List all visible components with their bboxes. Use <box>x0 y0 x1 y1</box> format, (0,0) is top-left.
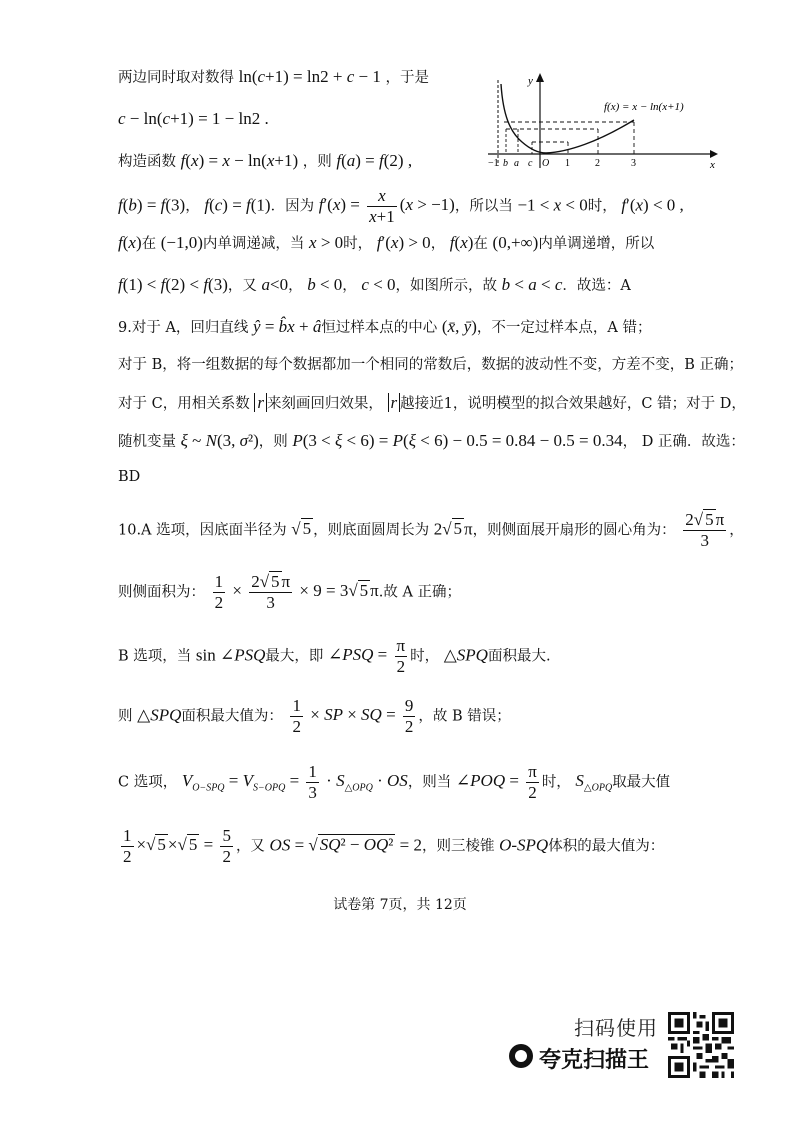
line-10 <box>118 430 745 453</box>
text-pyramid: ，则三棱锥 <box>421 838 495 855</box>
text-then: 则 <box>118 708 133 725</box>
text-decreasing: 内单调递减，当 <box>202 236 305 252</box>
curve-fx <box>501 84 634 153</box>
equation-volume: $V_{O-SPQ} = V_{S-OPQ}$ = $\frac{1}{3}$ · $S_{\triangle OPQ}$ · OS <box>181 762 408 802</box>
equation-fc-f1: f(c) = f(1) <box>204 195 271 215</box>
math-angle-frac: $\frac{2√ 5 \pi}{3}$ <box>685 510 725 550</box>
math-fx: f(x) <box>118 233 142 252</box>
inequality-fprime-pos: f′(x) > 0 <box>376 233 431 252</box>
math-fx: f(x) <box>449 233 474 252</box>
math-normal-dist: ξ ~ N(3, σ²) <box>180 431 259 450</box>
tick-o: O <box>542 158 550 169</box>
function-graph <box>488 70 718 170</box>
equation-regression: ŷ = b̂x + â <box>253 317 322 336</box>
equation-poq-right: ∠POQ = $\frac{\pi}{2}$ <box>455 762 537 802</box>
text-lateral-area: 则侧面积为： <box>118 584 205 601</box>
text-when: 时， <box>541 774 571 791</box>
line-14 <box>118 636 551 677</box>
text-increasing: 内单调递增，所以 <box>538 236 655 252</box>
text-b-wrong: ，故 B 错误； <box>418 708 511 725</box>
text-take-log: 两边同时取对数得 <box>118 70 234 86</box>
axis-y-label: y <box>528 75 533 87</box>
equation-max-area: $\frac{1}{2}$ × SP × SQ = $\frac{9}{2}$ <box>292 696 414 736</box>
text-option-c: C 选项， <box>118 774 178 791</box>
line-15 <box>118 696 511 737</box>
line-2 <box>118 108 269 131</box>
math-abs-r: r <box>254 393 267 412</box>
inequality-b-lt-0: b < 0 <box>307 275 343 294</box>
func-label: f(x) = x − ln(x+1) <box>604 101 684 113</box>
tick-1: 1 <box>565 158 570 169</box>
text-comma: ， <box>342 278 357 294</box>
text-q9-a: 9.对于 A，回归直线 <box>118 320 249 336</box>
tick-c: c <box>528 158 533 169</box>
text-circumference: ，则底面圆周长为 <box>313 522 430 539</box>
line-17 <box>118 826 664 867</box>
math-s-opq: $S_{\triangle OPQ}$ <box>575 771 613 794</box>
inequality-neg1-x-0: −1 < x < 0 <box>517 195 588 215</box>
inequality-f1-f2-f3: f(1) < f(2) < f(3) <box>118 275 228 294</box>
text-central-angle: ，则侧面展开扇形的圆心角为： <box>472 522 676 539</box>
tick-2: 2 <box>595 158 600 169</box>
equation-fx-def: f(x) = x − ln(x+1) <box>180 151 299 170</box>
text-comma: ， <box>430 236 446 252</box>
equation-probability: P(3 < ξ < 6) = P(ξ < 6) − 0.5 = 0.84 − 0.5 = 0.34 <box>292 431 623 450</box>
text-also: ，又 <box>235 838 265 855</box>
text-a-correct: .故 A 正确； <box>378 584 462 601</box>
line-16 <box>118 762 670 803</box>
text-comma: ， <box>288 278 303 294</box>
text-when: 时， <box>587 198 617 215</box>
line-11 <box>118 466 140 488</box>
equation-c-minus-ln: c − ln(c+1) = 1 − ln2 . <box>118 109 269 128</box>
inequality-b-a-c: b < a < c <box>501 275 563 294</box>
text-construct: 构造函数 <box>118 154 176 170</box>
equation-lateral-area: $\frac{1}{2}$ × $\frac{2√ 5 \pi}{3}$ × 9 = 3√ 5 π <box>214 572 379 612</box>
text-random-var: 随机变量 <box>118 434 176 450</box>
text-max-area-value: 面积最大值为： <box>181 708 283 725</box>
quark-logo <box>509 1040 659 1076</box>
tick-b: b <box>503 158 508 169</box>
text-measure: 来刻画回归效果， <box>266 396 383 412</box>
text-max-ie: 最大，即 <box>265 648 324 665</box>
text-take-max: 取最大值 <box>612 774 671 791</box>
tick-a: a <box>514 158 519 169</box>
math-triangle-spq: △SPQ <box>137 705 182 725</box>
inequality-a-lt-0: a<0 <box>261 275 289 294</box>
text-then: ，于是 <box>385 70 429 86</box>
line-8 <box>118 354 743 376</box>
math-sample-center: (x̄, ȳ) <box>441 317 477 336</box>
scan-to-use-text: 扫码使用 <box>574 1016 658 1040</box>
text-c-wrong: 越接近1，说明模型的拟合效果越好，C 错；对于 D， <box>400 396 746 412</box>
text-because: ．因为 <box>270 198 315 215</box>
equation-ln: ln(c+1) = ln2 + c − 1 <box>238 67 381 86</box>
inequality-c-lt-0: c < 0 <box>361 275 396 294</box>
brand-name: 夸克扫描王 <box>539 1048 650 1073</box>
tick-neg1: −1 <box>488 158 499 169</box>
interval-neg1-0: (−1,0) <box>160 233 203 252</box>
text-passes-center: 恒过样本点的中心 <box>321 320 438 336</box>
interval-0-inf: (0,+∞) <box>492 233 539 252</box>
text-in: 在 <box>141 236 157 252</box>
axis-x-label: x <box>710 159 715 170</box>
math-abs-r: r <box>388 393 401 412</box>
text-then: ，则 <box>302 154 332 170</box>
page-footer: 试卷第 7页，共 12页 <box>333 897 467 913</box>
math-triangle-spq: △SPQ <box>443 645 488 665</box>
equation-os: OS = √ SQ² − OQ² = 2 <box>269 835 422 855</box>
equation-fa-f2: f(a) = f(2) , <box>336 151 413 170</box>
tick-3: 3 <box>631 158 636 169</box>
line-13 <box>118 572 461 613</box>
equation-max-s: $\frac{1}{2}$ ×√ 5 ×√ 5 = $\frac{5}{2}$ <box>123 826 231 866</box>
math-sin-psq: sin ∠PSQ <box>195 645 266 665</box>
quark-logo-icon <box>509 1044 533 1068</box>
text-so-when: ，所以当 <box>454 198 513 215</box>
text-when: 时， <box>410 648 440 665</box>
text-d-correct: ， D 正确．故选： <box>622 434 745 450</box>
line-4 <box>118 186 684 227</box>
line-6 <box>118 274 631 297</box>
text-answer-bd: BD <box>118 469 141 485</box>
text-area-max: 面积最大. <box>487 648 551 665</box>
line-5 <box>118 232 654 255</box>
line-1 <box>118 66 429 89</box>
math-2sqrt5pi: 2√ 5 π <box>433 519 473 539</box>
text-option-b: B 选项，当 <box>118 648 192 665</box>
text-max-volume: 体积的最大值为： <box>548 838 665 855</box>
text-then-when: ，则当 <box>407 774 452 791</box>
qr-code-icon[interactable] <box>668 1012 734 1078</box>
text-in: 在 <box>473 236 488 252</box>
text-comma: ， <box>729 522 744 539</box>
math-o-spq: O-SPQ <box>499 835 549 855</box>
equation-psq-right: ∠PSQ = $\frac{\pi}{2}$ <box>328 636 406 676</box>
text-c-corr: 对于 C，用相关系数 <box>118 396 250 412</box>
text-also: ，又 <box>227 278 257 294</box>
line-3 <box>118 150 412 173</box>
equation-derivative: f′(x) = $\frac{x}{x+1}$ (x > −1) <box>318 186 455 226</box>
line-12 <box>118 510 744 551</box>
text-q10-a: 10.A 选项，因底面半径为 <box>118 522 287 539</box>
text-a-wrong: ，不一定过样本点，A 错； <box>476 320 652 336</box>
inequality-fprime-neg: f′(x) < 0 , <box>621 195 684 215</box>
text-then: ，则 <box>258 434 288 450</box>
line-9 <box>118 392 746 415</box>
text-when: 时， <box>343 236 373 252</box>
text-as-shown: ，如图所示，故 <box>395 278 498 294</box>
inequality-x-gt-0: x > 0 <box>309 233 344 252</box>
text-b-correct: 对于 B，将一组数据的每个数据都加一个相同的常数后，数据的波动性不变，方差不变，B 正确； <box>118 357 744 373</box>
math-sqrt5: √ 5 <box>291 519 312 539</box>
text-comma: ， <box>185 198 200 215</box>
text-answer-a: ．故选：A <box>562 278 631 294</box>
line-7 <box>118 316 651 339</box>
equation-fb-f3: f(b) = f(3) <box>118 195 186 215</box>
